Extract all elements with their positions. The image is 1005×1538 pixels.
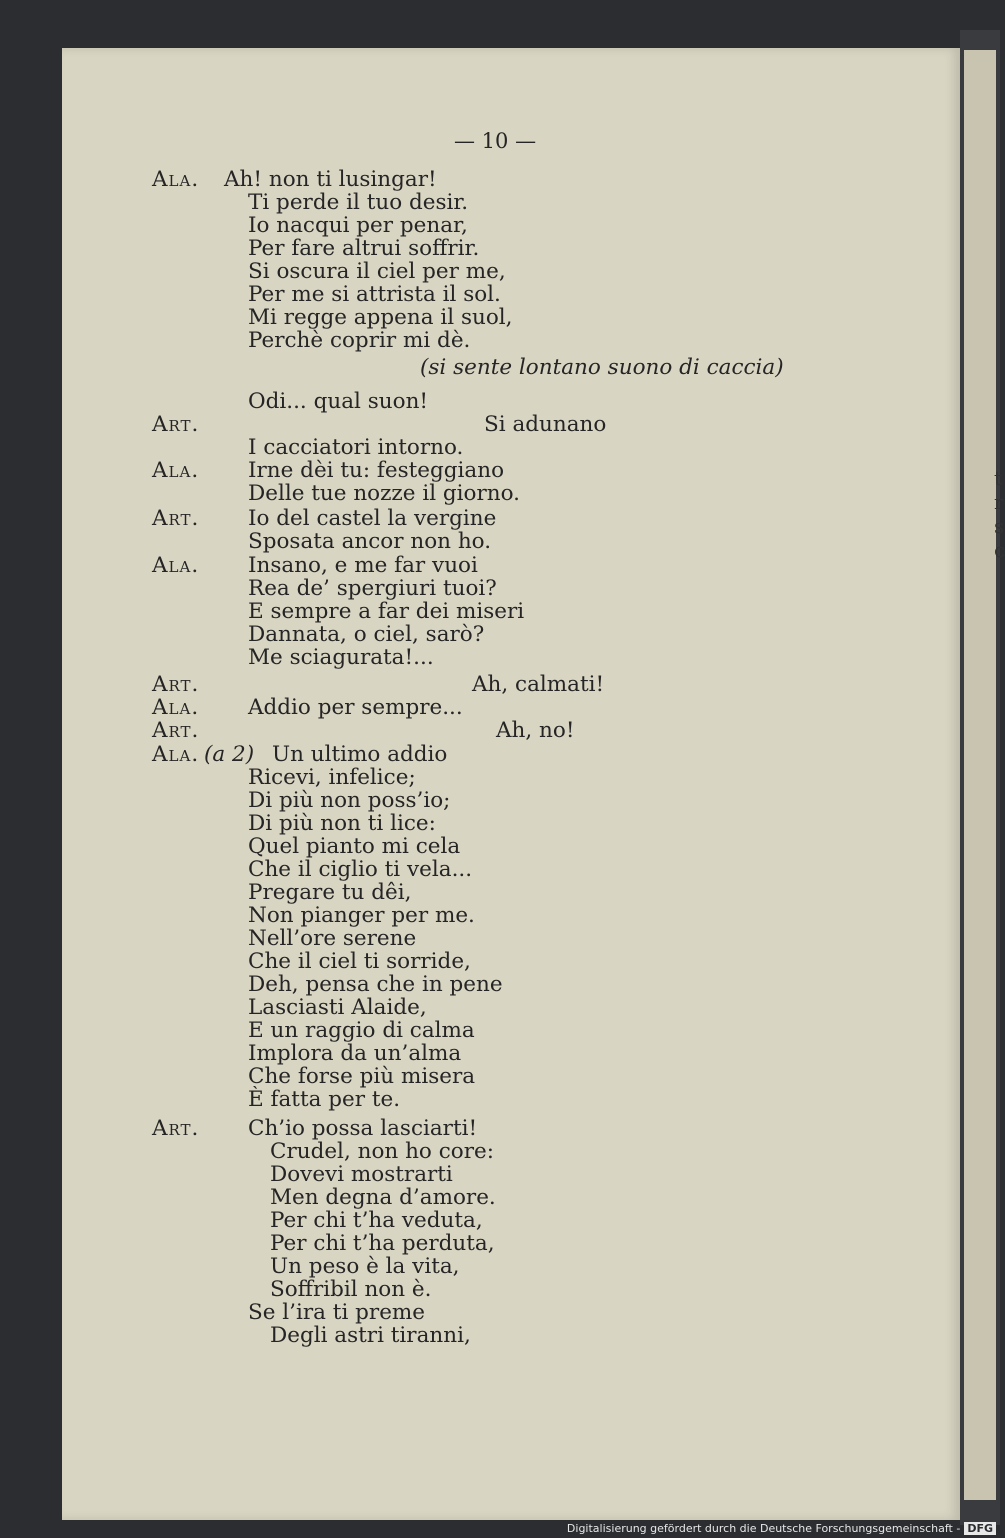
verse-line: Me sciagurata!... xyxy=(248,645,434,670)
verse-line: Ah, calmati! xyxy=(472,672,605,697)
verse-line: Io del castel la vergine xyxy=(248,506,497,531)
verse-line: Se l’ira ti preme xyxy=(248,1300,426,1325)
verse-line: Dannata, o ciel, sarò? xyxy=(248,622,485,647)
verse-line: Perchè coprir mi dè. xyxy=(248,328,471,353)
verse-line: Implora da un’alma xyxy=(248,1041,462,1066)
credit-text: Digitalisierung gefördert durch die Deutsche Forschungsgemeinschaft - xyxy=(566,1522,961,1535)
verse-line: Quel pianto mi cela xyxy=(248,834,461,859)
neighbor-page-fragment: s xyxy=(994,514,1005,538)
verse-line: E un raggio di calma xyxy=(248,1018,475,1043)
verse-line: Che il ciel ti sorride, xyxy=(248,949,471,974)
page-text xyxy=(62,48,960,1520)
neighbor-page-edge xyxy=(960,30,1005,1525)
verse-line: Per chi t’ha perduta, xyxy=(270,1231,495,1256)
verse-line: Ti perde il tuo desir. xyxy=(248,190,469,215)
verse-line: Si adunano xyxy=(484,412,607,437)
verse-line: Degli astri tiranni, xyxy=(270,1323,471,1348)
verse-line: E sempre a far dei miseri xyxy=(248,599,525,624)
stage-direction: (si sente lontano suono di caccia) xyxy=(420,355,784,380)
verse-line: Mi regge appena il suol, xyxy=(248,305,513,330)
verse-line: Di più non poss’io; xyxy=(248,788,451,813)
verse-line: Odi... qual suon! xyxy=(248,389,429,414)
book-page xyxy=(62,48,960,1520)
verse-line: Delle tue nozze il giorno. xyxy=(248,481,521,506)
verse-line: Per me si attrista il sol. xyxy=(248,282,501,307)
speaker-label: Ala. xyxy=(152,695,200,720)
verse-line: Lasciasti Alaide, xyxy=(248,995,427,1020)
verse-line: Addio per sempre... xyxy=(248,695,463,720)
verse-line: Ricevi, infelice; xyxy=(248,765,416,790)
verse-line: Men degna d’amore. xyxy=(270,1185,496,1210)
verse-line: Nell’ore serene xyxy=(248,926,417,951)
speaker-label: Art. xyxy=(152,412,200,437)
verse-line: Irne dèi tu: festeggiano xyxy=(248,458,505,483)
stage-direction: (a 2) xyxy=(204,742,255,767)
verse-line: È fatta per te. xyxy=(248,1087,401,1112)
digitization-credit xyxy=(567,1522,996,1535)
verse-line: Deh, pensa che in pene xyxy=(248,972,503,997)
verse-line: Per chi t’ha veduta, xyxy=(270,1208,483,1233)
speaker-label: Art. xyxy=(152,1116,200,1141)
speaker-label: Art. xyxy=(152,672,200,697)
speaker-label: Art. xyxy=(152,506,200,531)
verse-line: Che forse più misera xyxy=(248,1064,476,1089)
verse-line: Per fare altrui soffrir. xyxy=(248,236,480,261)
verse-line: I cacciatori intorno. xyxy=(248,435,464,460)
verse-line: Si oscura il ciel per me, xyxy=(248,259,506,284)
dfg-logo: DFG xyxy=(964,1522,996,1535)
verse-line: Ch’io possa lasciarti! xyxy=(248,1116,478,1141)
verse-line: Rea de’ spergiuri tuoi? xyxy=(248,576,497,601)
neighbor-page-fragment: c xyxy=(994,538,1005,562)
neighbor-page-fragment: r xyxy=(994,490,1004,514)
verse-line: Dovevi mostrarti xyxy=(270,1162,453,1187)
verse-line: Soffribil non è. xyxy=(270,1277,432,1302)
speaker-label: Ala. xyxy=(152,458,200,483)
verse-line: Che il ciglio ti vela... xyxy=(248,857,473,882)
verse-line: Un ultimo addio xyxy=(272,742,448,767)
verse-line: Ah! non ti lusingar! xyxy=(224,167,437,192)
speaker-label: Ala. xyxy=(152,742,200,767)
verse-line: Un peso è la vita, xyxy=(270,1254,460,1279)
verse-line: Crudel, non ho core: xyxy=(270,1139,494,1164)
verse-line: Insano, e me far vuoi xyxy=(248,553,478,578)
verse-line: Sposata ancor non ho. xyxy=(248,529,492,554)
neighbor-page-paper xyxy=(964,50,996,1500)
speaker-label: Ala. xyxy=(152,167,200,192)
speaker-label: Art. xyxy=(152,718,200,743)
speaker-label: Ala. xyxy=(152,553,200,578)
verse-line: Ah, no! xyxy=(496,718,575,743)
page-number: — 10 — xyxy=(454,129,537,153)
verse-line: Pregare tu dêi, xyxy=(248,880,412,905)
verse-line: Non pianger per me. xyxy=(248,903,475,928)
verse-line: Di più non ti lice: xyxy=(248,811,436,836)
neighbor-page-fragment: t xyxy=(994,466,1003,490)
verse-line: Io nacqui per penar, xyxy=(248,213,468,238)
